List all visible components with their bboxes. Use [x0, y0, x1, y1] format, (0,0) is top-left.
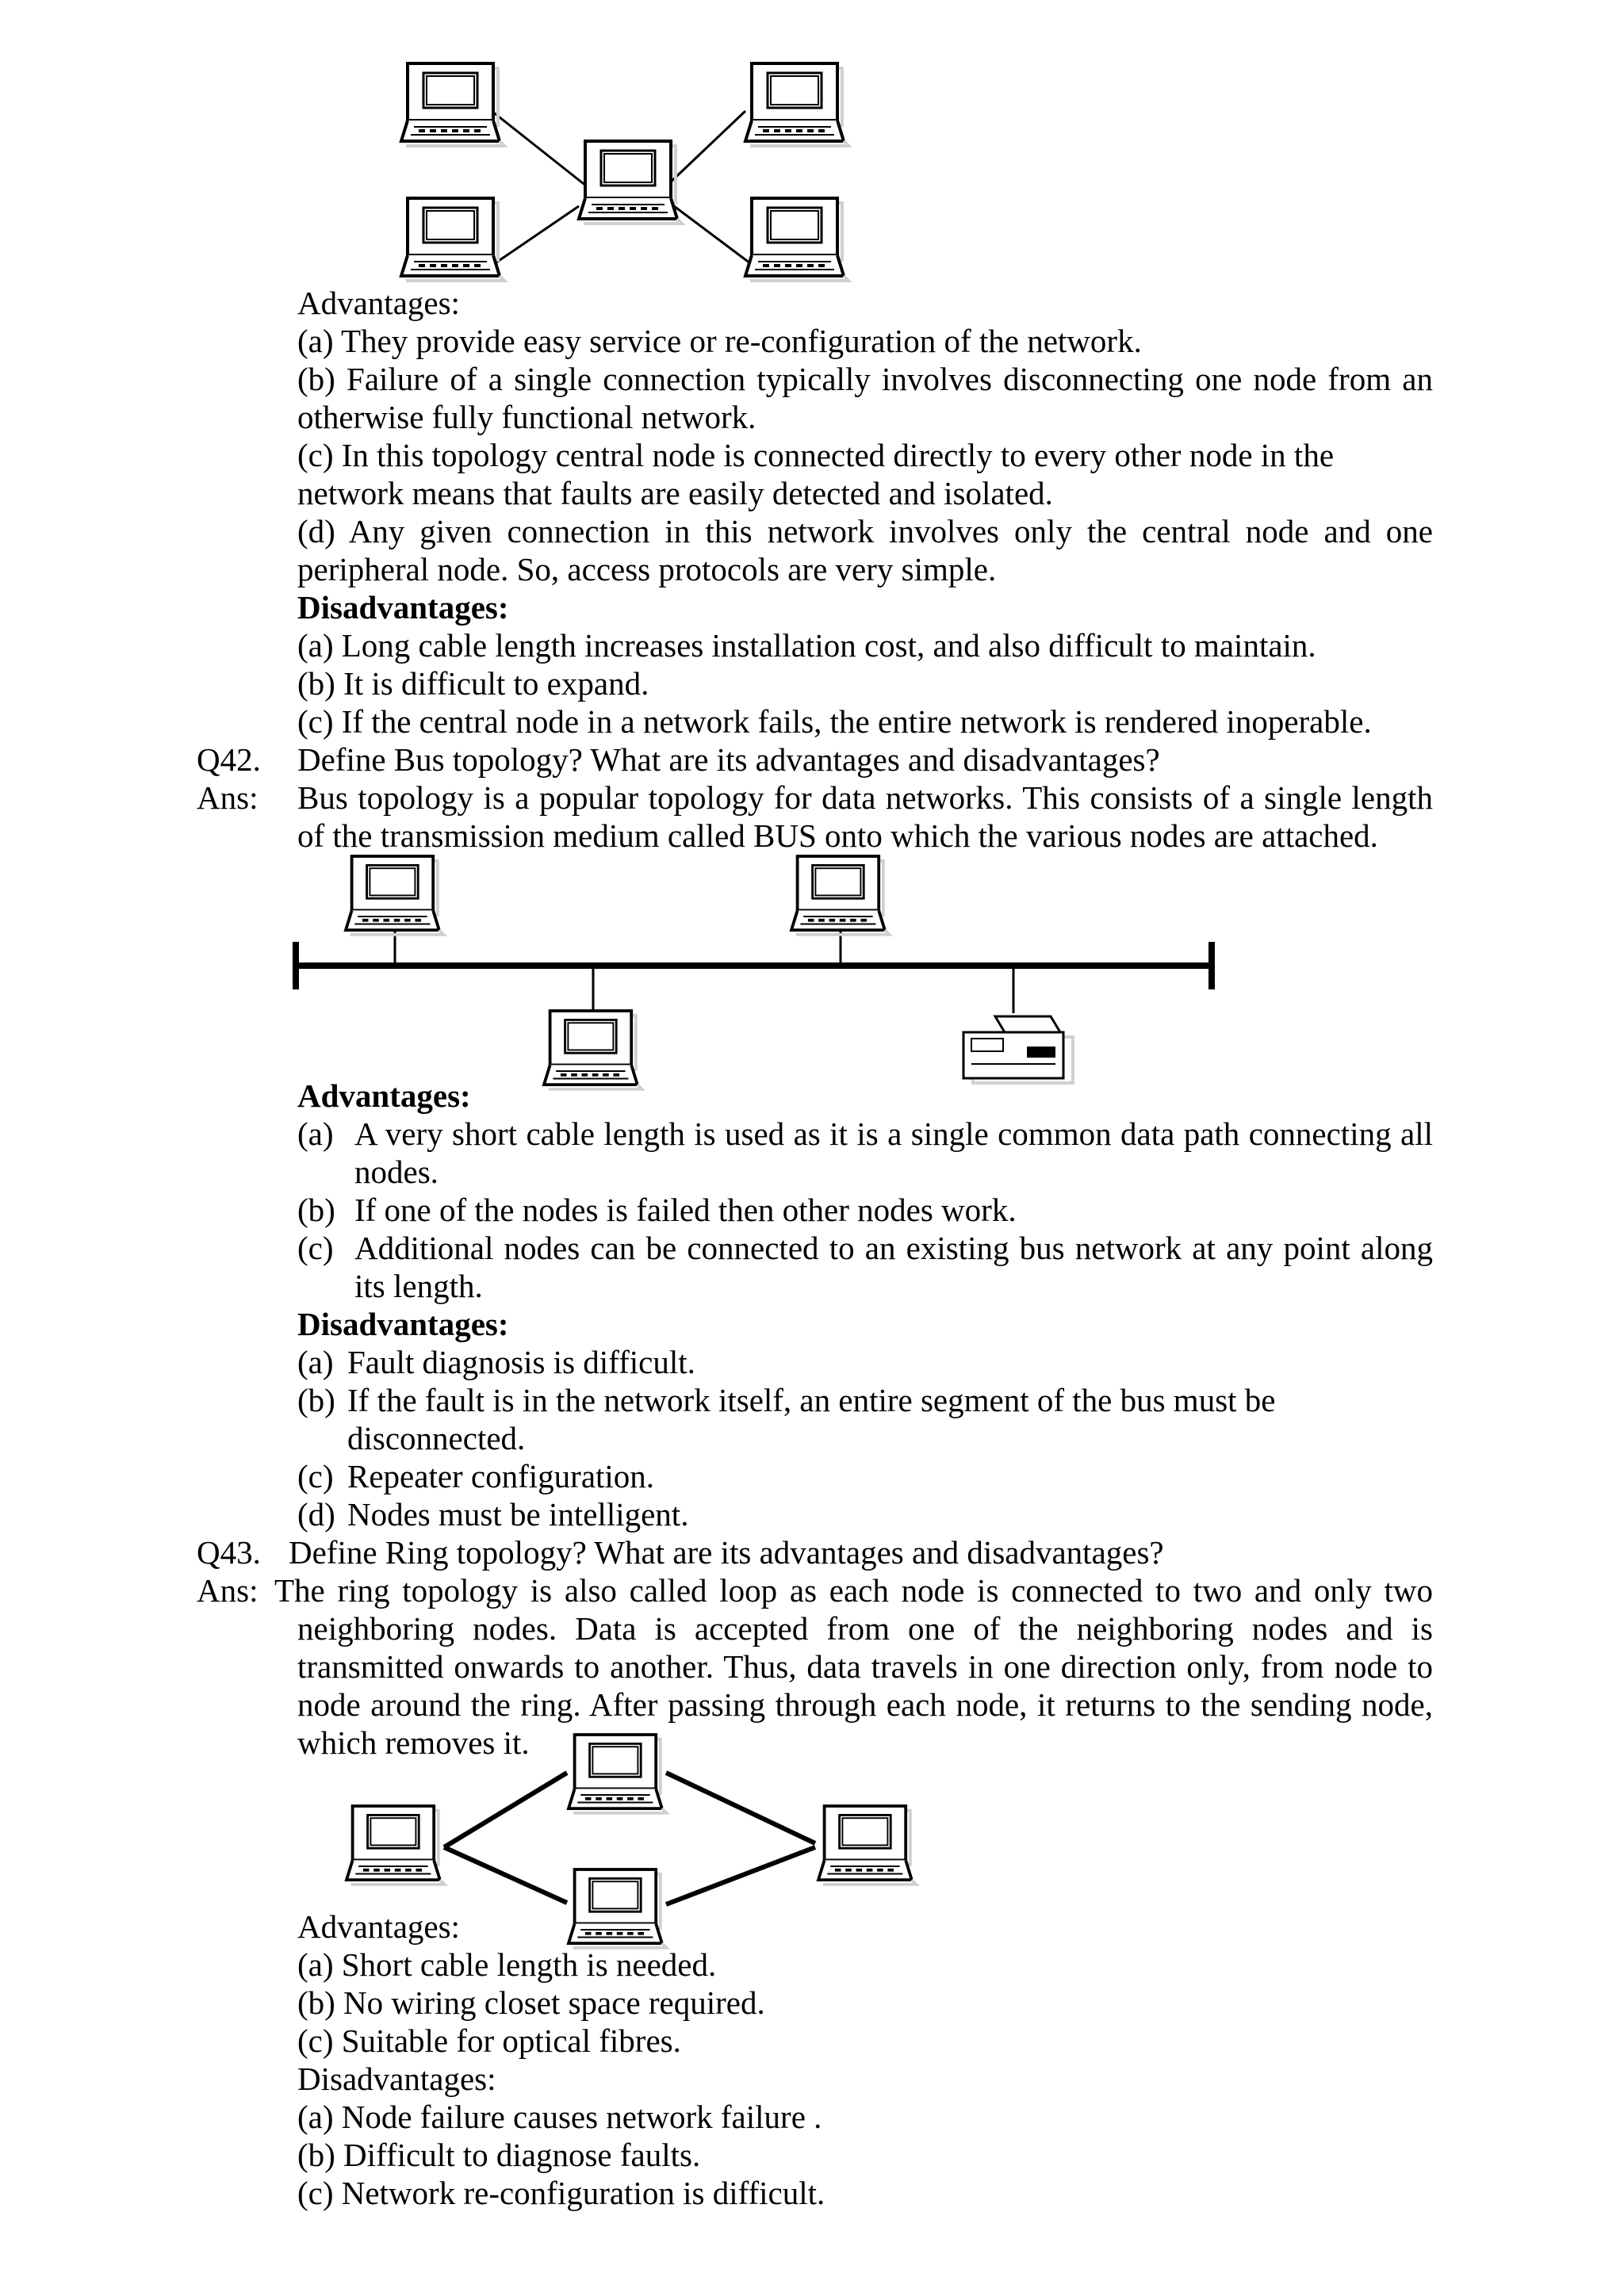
bus-adv-c-cont: its length. [354, 1268, 483, 1304]
bus-adv-c-label: (c) [297, 1230, 334, 1266]
bus-adv-b-label: (b) [297, 1192, 335, 1228]
star-dis-b: (b) It is difficult to expand. [297, 665, 649, 702]
ring-topology-diagram [0, 1720, 1624, 1958]
bus-adv-b: If one of the nodes is failed then other nodes work. [354, 1192, 1017, 1228]
computer-icon [401, 63, 504, 146]
computer-icon [818, 1806, 917, 1885]
q43-answer-line-4: node around the ring. After passing through each node, it returns to the sending node, [297, 1686, 1433, 1723]
q42-question: Define Bus topology? What are its advantages and disadvantages? [297, 741, 1160, 778]
star-topology-diagram [0, 0, 1624, 285]
bus-dis-d-label: (d) [297, 1496, 335, 1533]
ring-dis-b: (b) Difficult to diagnose faults. [297, 2137, 701, 2173]
bus-dis-b-label: (b) [297, 1382, 335, 1418]
ring-advantages-heading: Advantages: [297, 1908, 460, 1945]
q42-answer-line-2: of the transmission medium called BUS onto which the various nodes are attached. [297, 817, 1378, 854]
q43-answer-line-1: The ring topology is also called loop as each node is connected to two and only two [274, 1572, 1433, 1609]
computer-icon [791, 856, 890, 935]
q42-ans-label: Ans: [197, 779, 259, 816]
computer-icon [579, 141, 682, 224]
star-dis-a: (a) Long cable length increases installation cost, and also difficult to maintain. [297, 627, 1316, 664]
q43-answer-line-3: transmitted onwards to another. Thus, data travels in one direction only, from node to [297, 1648, 1433, 1685]
computer-icon [569, 1735, 667, 1813]
q43-ans-label: Ans: [197, 1572, 259, 1609]
q42-label: Q42. [197, 741, 261, 778]
q43-answer-line-5: which removes it. [297, 1724, 530, 1761]
star-adv-d-cont: peripheral node. So, access protocols are very simple. [297, 551, 997, 587]
bus-dis-c: Repeater configuration. [347, 1458, 655, 1494]
star-adv-b-cont: otherwise fully functional network. [297, 399, 756, 435]
star-adv-b: (b) Failure of a single connection typically involves disconnecting one node from an [297, 361, 1433, 397]
bus-dis-d: Nodes must be intelligent. [347, 1496, 689, 1533]
ring-disadvantages-heading: Disadvantages: [297, 2061, 496, 2097]
star-disadvantages-heading: Disadvantages: [297, 589, 509, 626]
computer-icon [569, 1869, 667, 1948]
bus-advantages-heading: Advantages: [297, 1077, 471, 1114]
computer-icon [401, 198, 504, 281]
q43-question: Define Ring topology? What are its advantages and disadvantages? [289, 1534, 1164, 1571]
computer-icon [544, 1011, 642, 1089]
ring-adv-a: (a) Short cable length is needed. [297, 1946, 717, 1983]
bus-adv-a-cont: nodes. [354, 1154, 439, 1190]
computer-icon [745, 198, 848, 281]
star-adv-a: (a) They provide easy service or re-configuration of the network. [297, 323, 1142, 359]
bus-disadvantages-heading: Disadvantages: [297, 1306, 509, 1342]
bus-dis-b-cont: disconnected. [347, 1420, 526, 1456]
bus-dis-a: Fault diagnosis is difficult. [347, 1344, 695, 1380]
bus-dis-c-label: (c) [297, 1458, 334, 1494]
printer-icon [963, 1016, 1073, 1083]
computer-icon [745, 63, 848, 146]
bus-dis-b: If the fault is in the network itself, an entire segment of the bus must be [347, 1382, 1276, 1418]
star-adv-c: (c) In this topology central node is connected directly to every other node in the [297, 437, 1335, 473]
ring-dis-c: (c) Network re-configuration is difficult. [297, 2175, 825, 2211]
ring-dis-a: (a) Node failure causes network failure . [297, 2099, 822, 2135]
q43-answer-line-2: neighboring nodes. Data is accepted from one of the neighboring nodes and is [297, 1610, 1433, 1647]
bus-adv-a-label: (a) [297, 1115, 334, 1152]
star-advantages-heading: Advantages: [297, 285, 460, 321]
ring-adv-b: (b) No wiring closet space required. [297, 1984, 765, 2021]
ring-adv-c: (c) Suitable for optical fibres. [297, 2022, 681, 2059]
star-dis-c: (c) If the central node in a network fails, the entire network is rendered inoperable. [297, 703, 1372, 740]
star-adv-d: (d) Any given connection in this network involves only the central node and one [297, 513, 1433, 549]
star-adv-c-cont: network means that faults are easily detected and isolated. [297, 475, 1053, 511]
computer-icon [347, 1806, 445, 1885]
bus-dis-a-label: (a) [297, 1344, 334, 1380]
bus-topology-diagram [0, 848, 1624, 1086]
q43-label: Q43. [197, 1534, 261, 1571]
bus-adv-a: A very short cable length is used as it is a single common data path connecting all [354, 1115, 1433, 1152]
q42-answer-line-1: Bus topology is a popular topology for data networks. This consists of a single length [297, 779, 1433, 816]
bus-adv-c: Additional nodes can be connected to an existing bus network at any point along [354, 1230, 1433, 1266]
computer-icon [346, 856, 444, 935]
